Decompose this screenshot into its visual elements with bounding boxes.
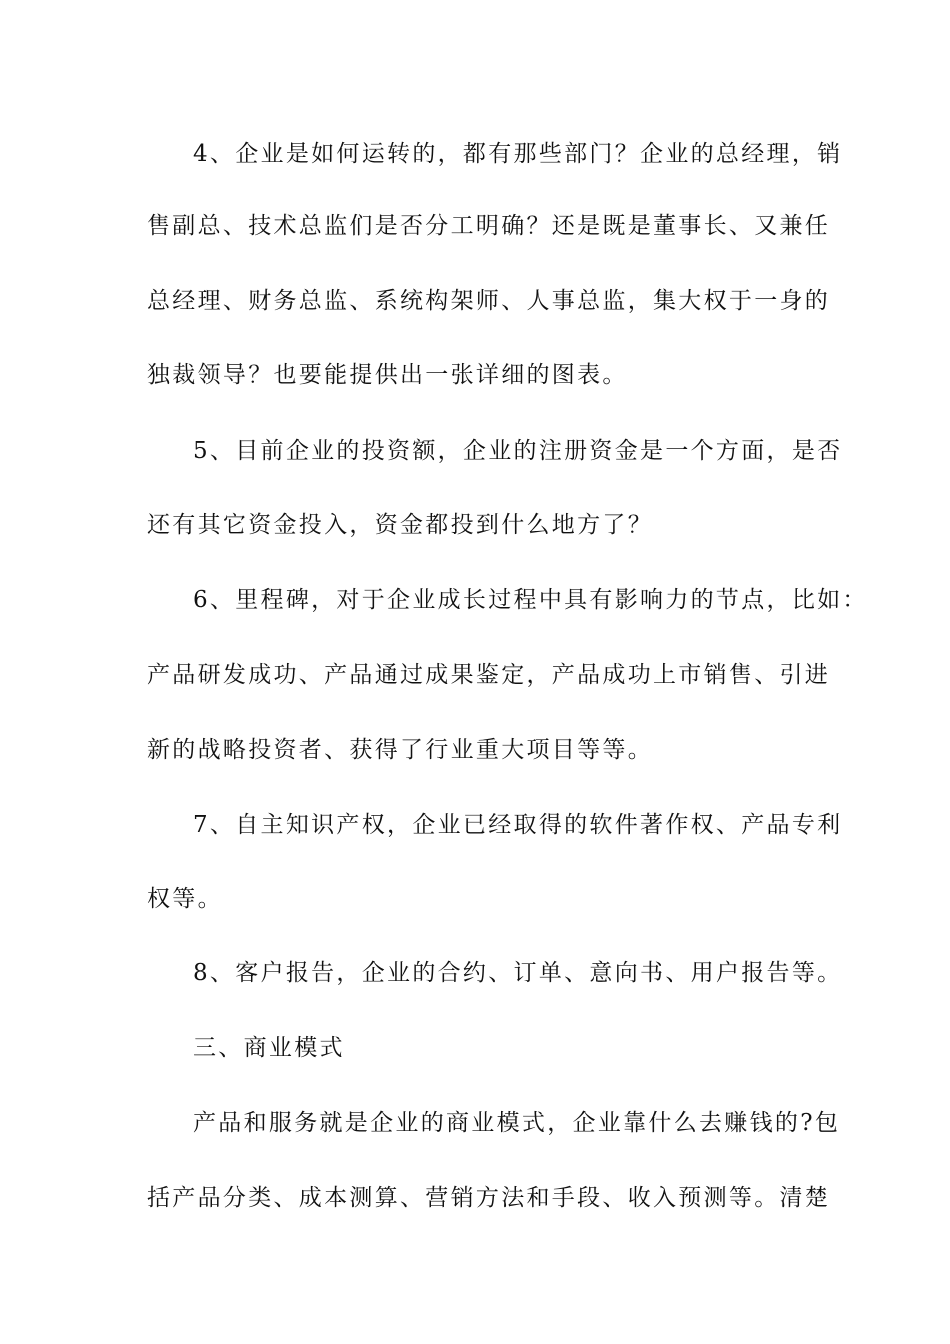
paragraph-4-line-1: 4、企业是如何运转的，都有那些部门？企业的总经理，销 [193, 141, 843, 167]
paragraph-4-line-3: 总经理、财务总监、系统构架师、人事总监，集大权于一身的 [147, 288, 831, 314]
paragraph-business-model-line-1: 产品和服务就是企业的商业模式，企业靠什么去赚钱的?包 [193, 1110, 841, 1136]
paragraph-5-line-2: 还有其它资金投入，资金都投到什么地方了？ [147, 512, 653, 538]
paragraph-business-model-line-2: 括产品分类、成本测算、营销方法和手段、收入预测等。清楚 [147, 1185, 831, 1211]
paragraph-6-line-2: 产品研发成功、产品通过成果鉴定，产品成功上市销售、引进 [147, 662, 831, 688]
paragraph-4-line-4: 独裁领导？也要能提供出一张详细的图表。 [147, 362, 628, 388]
section-heading-business-model: 三、商业模式 [193, 1035, 345, 1061]
paragraph-6-line-3: 新的战略投资者、获得了行业重大项目等等。 [147, 737, 653, 763]
paragraph-6-line-1: 6、里程碑，对于企业成长过程中具有影响力的节点，比如： [193, 587, 868, 613]
paragraph-8-line-1: 8、客户报告，企业的合约、订单、意向书、用户报告等。 [193, 960, 843, 986]
paragraph-4-line-2: 售副总、技术总监们是否分工明确？还是既是董事长、又兼任 [147, 213, 831, 239]
paragraph-7-line-2: 权等。 [147, 886, 223, 912]
paragraph-5-line-1: 5、目前企业的投资额，企业的注册资金是一个方面，是否 [193, 438, 843, 464]
paragraph-7-line-1: 7、自主知识产权，企业已经取得的软件著作权、产品专利 [193, 812, 843, 838]
